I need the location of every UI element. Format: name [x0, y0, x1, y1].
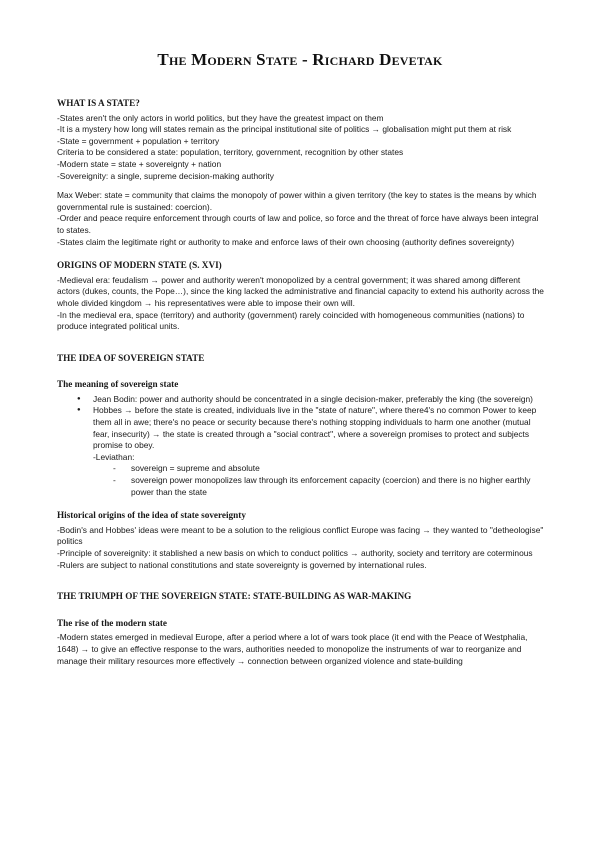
paragraph: -Modern state = state + sovereignty + nation	[57, 158, 222, 169]
paragraph: -States aren't the only actors in world politics, but they have the greatest impact on them	[57, 112, 384, 123]
paragraph: -States claim the legitimate right or authority to make and enforce laws of their own choosing (authority defines sovereignty)	[57, 236, 515, 247]
section-heading-origins: ORIGINS OF MODERN STATE (S. XVI)	[57, 260, 222, 271]
dash-list	[57, 463, 545, 498]
paragraph: -Modern states emerged in medieval Europe, after a period where a lot of wars took place (it end with the Peace of Westphalia, 1648) → to give an effective response to the wars, authorities needed to monopolize the instruments of war to reorganize and manage their military resources more effectively → connection between organized violence and state-building	[57, 632, 528, 666]
paragraph: Max Weber: state = community that claims the monopoly of power within a given territory (the key to states is the means by which governmental rule is sustained: coercion).	[57, 190, 537, 212]
list-item: - sovereign = supreme and absolute	[57, 463, 545, 475]
list-item: - sovereign power monopolizes law through its enforcement capacity (coercion) and there is no higher earthly power than the state	[57, 475, 545, 498]
page-title: The Modern State - Richard Devetak	[157, 50, 443, 69]
paragraph: -Sovereignity: a single, supreme decision-making authority	[57, 170, 274, 181]
section-heading-what-is-a-state: WHAT IS A STATE?	[57, 98, 140, 108]
subsection-heading-meaning: The meaning of sovereign state	[57, 379, 179, 390]
paragraph: -Order and peace require enforcement through courts of law and police, so force and the threat of force have always been integral to states.	[57, 213, 539, 235]
paragraph: -It is a mystery how long will states remain as the principal institutional site of politics → globalisation might put them at risk	[57, 124, 512, 135]
subsection-heading-rise: The rise of the modern state	[57, 617, 167, 628]
paragraph: -Principle of sovereignity: it stablished a new basis on which to conduct politics → authority, society and territory are coterminous	[57, 548, 533, 558]
paragraph: -In the medieval era, space (territory) and authority (government) rarely coincided with homogeneous communities (nations) to produce integrated political units.	[57, 309, 525, 332]
paragraph: -Rulers are subject to national constitutions and state sovereignty is governed by international rules.	[57, 559, 427, 570]
paragraph: -Bodin's and Hobbes' ideas were meant to be a solution to the religious conflict Europe was facing → they wanted to "detheologise" politics	[57, 524, 544, 547]
list-item: ● Hobbes → before the state is created, individuals live in the "state of nature", where there4's no common Power to keep them all in awe; there's no peace or security because there's nothing stopping individuals to harm one another (mutual fear, insecurity) → the state is created through a "social contract", where a sovereign promises to protect and subjects promise to obey.	[57, 405, 545, 451]
paragraph: -Medieval era: feudalism → power and authority weren't monopolized by a central government; it was shared among different actors (dukes, counts, the Pope…), since the king lacked the administrative and financial capacity to extend his authority across the whole divided kingdom → his representatives were able to impose their own will.	[57, 274, 544, 308]
list-item: ● Jean Bodin: power and authority should be concentrated in a single decision-maker, preferably the king (the sovereign)	[57, 394, 545, 406]
section-heading-idea-of-sovereign-state: THE IDEA OF SOVEREIGN STATE	[57, 352, 205, 363]
subsection-heading-historical-origins: Historical origins of the idea of state sovereignty	[57, 510, 246, 521]
section-heading-triumph: THE TRIUMPH OF THE SOVEREIGN STATE: STATE-BUILDING AS WAR-MAKING	[57, 591, 412, 602]
document-body	[57, 98, 545, 667]
bullet-list	[57, 394, 545, 452]
leviathan-label: -Leviathan:	[93, 451, 135, 462]
paragraph: -State = government + population + territory	[57, 135, 220, 146]
paragraph: Criteria to be considered a state: population, territory, government, recognition by other states	[57, 147, 404, 158]
